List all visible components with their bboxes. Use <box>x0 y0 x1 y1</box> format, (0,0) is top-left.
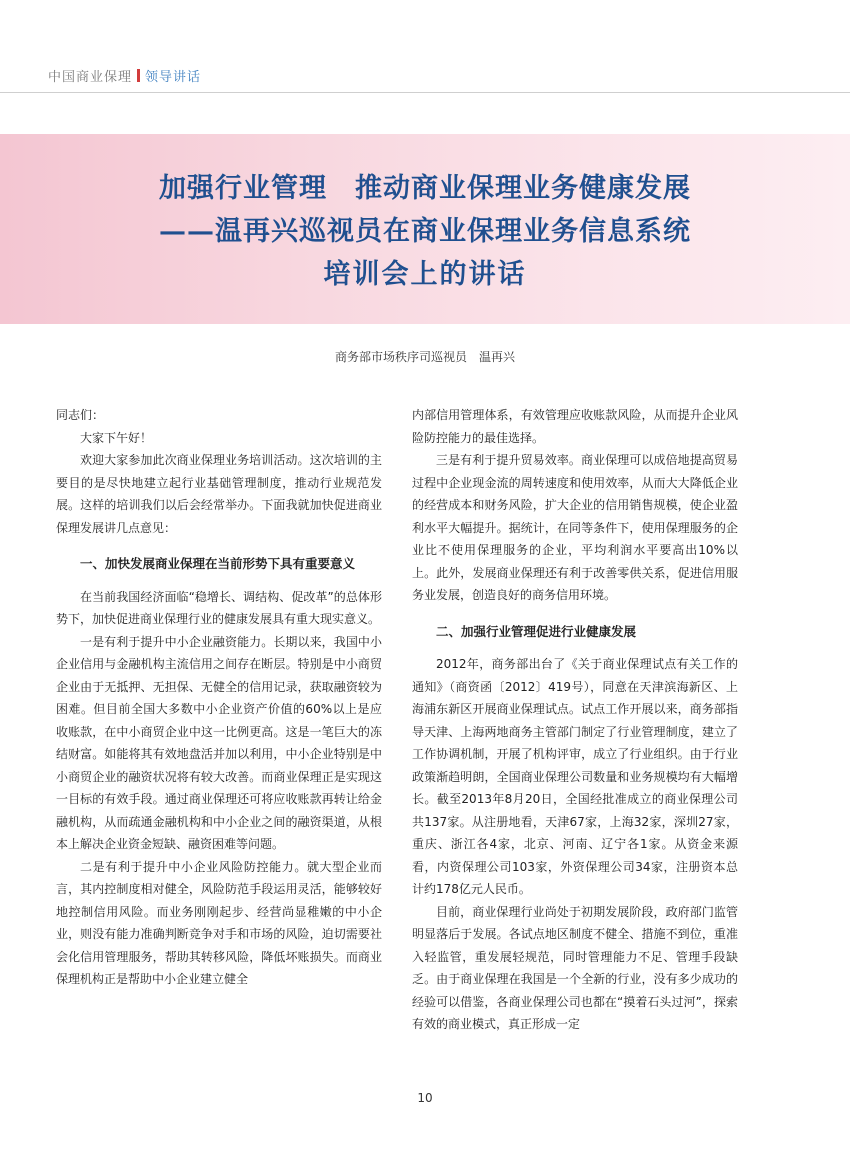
paragraph: 三是有利于提升贸易效率。商业保理可以成倍地提高贸易过程中企业现金流的周转速度和使用效率，从而大大降低企业的经营成本和财务风险，扩大企业的信用销售规模，使企业盈利水平大幅提升。据统计，在同等条件下，使用保理服务的企业比不使用保理服务的企业，平均利润水平要高出10%以上。此外，发展商业保理还有利于改善零供关系，促进信用服务业发展，创造良好的商务信用环境。 <box>412 453 738 602</box>
paragraph: 二是有利于提升中小企业风险防控能力。就大型企业而言，其内控制度相对健全，风险防范手段运用灵活，能够较好地控制信用风险。而业务刚刚起步、经营尚显稚嫩的中小企业，则没有能力准确判断竞争对手和市场的风险，迫切需要社会化信用管理服务，帮助其转移风险，降低坏账损失。而商业保理机构正是帮助中小企业建立健全 <box>56 859 382 986</box>
salutation: 同志们： <box>56 408 105 422</box>
author-byline: 商务部市场秩序司巡视员 温再兴 <box>334 350 515 364</box>
right-column <box>412 404 738 1036</box>
publication-name: 中国商业保理 <box>48 70 133 85</box>
paragraph: 在当前我国经济面临“稳增长、调结构、促改革”的总体形势下，加快促进商业保理行业的健康发展具有重大现实意义。 <box>56 589 382 626</box>
paragraph: 2012年，商务部出台了《关于商业保理试点有关工作的通知》（商资函〔2012〕419号），同意在天津滨海新区、上海浦东新区开展商业保理试点。试点工作开展以来，商务部指导天津、上海两地商务主管部门制定了行业管理制度，建立了工作协调机制，开展了机构评审，成立了行业组织。由于行业政策渐趋明朗，全国商业保理公司数量和业务规模均有大幅增长。截至2013年8月20日，全国经批准成立的商业保理公司共137家。从注册地看，天津67家，上海32家，深圳27家，重庆、浙江各4家，北京、河南、辽宁各1家。从资金来源看，内资保理公司103家，外资保理公司34家，注册资本总计约178亿元人民币。 <box>412 657 738 896</box>
article-title-line-1: 加强行业管理 推动商业保理业务健康发展 <box>159 173 691 204</box>
section-heading-2: 二、加强行业管理促进行业健康发展 <box>436 623 637 639</box>
paragraph: 一是有利于提升中小企业融资能力。长期以来，我国中小企业信用与金融机构主流信用之间存在断层。特别是中小商贸企业由于无抵押、无担保、无健全的信用记录，获取融资较为困难。但目前全国大多数中小企业资产价值的60%以上是应收账款，在中小商贸企业中这一比例更高。这是一笔巨大的冻结财富。如能将其有效地盘活并加以利用，中小企业特别是中小商贸企业的融资状况将有较大改善。而商业保理正是实现这一目标的有效手段。通过商业保理还可将应收账款再转让给金融机构，从而疏通金融机构和中小企业之间的融资渠道，从根本上解决企业资金短缺、融资困难等问题。 <box>56 634 382 851</box>
paragraph: 欢迎大家参加此次商业保理业务培训活动。这次培训的主要目的是尽快地建立起行业基础管理制度，推动行业规范发展。这样的培训我们以后会经常举办。下面我就加快促进商业保理发展讲几点意见： <box>56 453 382 535</box>
section-heading-1: 一、加快发展商业保理在当前形势下具有重要意义 <box>80 556 356 571</box>
greeting: 大家下午好！ <box>80 430 153 445</box>
article-title-line-2: ——温再兴巡视员在商业保理业务信息系统 <box>159 216 691 247</box>
left-column <box>56 404 382 991</box>
page-number: 10 <box>417 1091 433 1105</box>
section-name: 领导讲话 <box>145 70 202 85</box>
running-header <box>48 66 201 85</box>
paragraph-continued: 内部信用管理体系，有效管理应收账款风险，从而提升企业风险防控能力的最佳选择。 <box>412 408 738 445</box>
article-title-line-3: 培训会上的讲话 <box>323 259 527 290</box>
paragraph: 目前，商业保理行业尚处于初期发展阶段，政府部门监管明显落后于发展。各试点地区制度不健全、措施不到位，重准入轻监管，重发展轻规范，同时管理能力不足、管理手段缺乏。由于商业保理在我国是一个全新的行业，没有多少成功的经验可以借鉴，各商业保理公司也都在“摸着石头过河”，探索有效的商业模式，真正形成一定 <box>412 904 738 1031</box>
header-rule <box>0 92 850 93</box>
header-divider <box>137 69 140 82</box>
